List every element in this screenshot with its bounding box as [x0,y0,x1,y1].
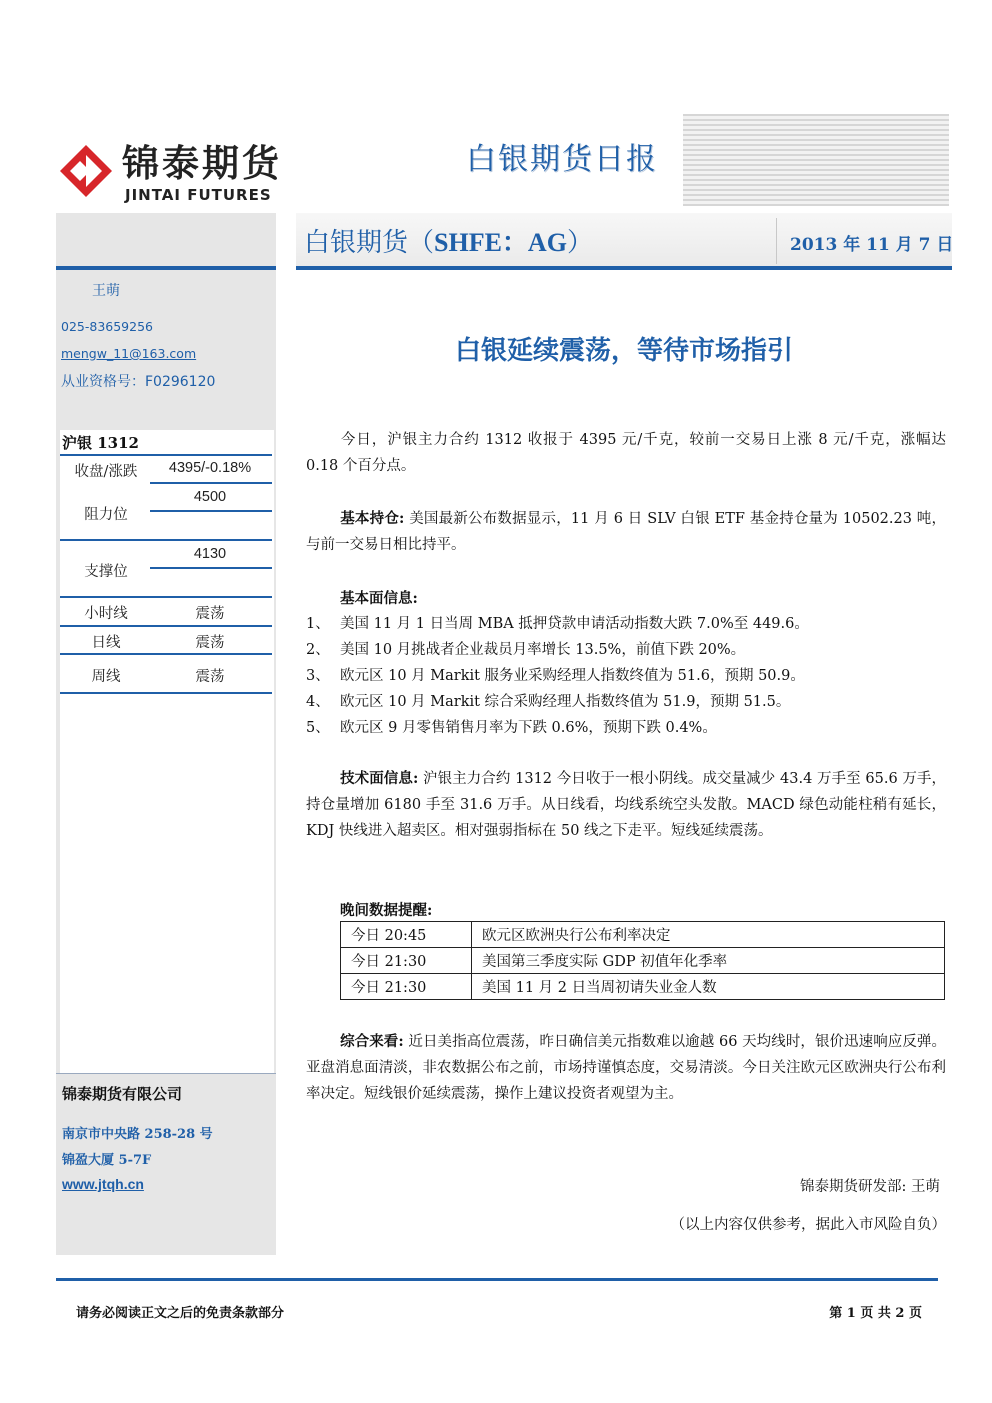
sidebar-divider [150,510,272,512]
company-name: 锦泰期货有限公司 [62,1085,183,1103]
intro-paragraph [306,427,946,479]
technical-text: 沪银主力合约 1312 今日收于一根小阴线。成交量减少 43.4 万手至 65.6 万手，持仓量增加 6180 手至 31.6 万手。从日线看，均线系统空头发散。MACD 绿色动能柱稍有延长，KDJ 快线进入超卖区。相对强弱指标在 50 线之下走平。短线延续震荡。 [306,771,947,839]
weekly-trend-label: 周线 [91,669,121,685]
logo-english-text: JINTAI FUTURES [125,186,272,204]
product-prefix: 白银期货（ [304,228,435,258]
list-item [306,637,946,663]
holdings-paragraph [306,506,946,558]
list-text: 美国 11 月 1 日当周 MBA 抵押贷款申请活动指数大跌 7.0%至 449.6。 [340,616,809,632]
sidebar-top-line [56,266,276,270]
support-value: 4130 [193,546,227,562]
market-summary-panel [60,430,274,1073]
resistance-value: 4500 [193,489,227,505]
company-address: 南京市中央路 258-28 号 [62,1127,213,1142]
footer-divider [56,1278,938,1281]
list-number: 5、 [306,720,330,736]
evening-data-table [340,921,945,1000]
product-code: SHFE：AG [434,228,567,257]
table-row [341,948,945,974]
list-text: 欧元区 9 月零售销售月率为下跌 0.6%，预期下跌 0.4%。 [340,720,717,736]
analyst-email-link[interactable]: mengw_11@163.com [61,346,197,361]
title-bar-underline [296,266,952,270]
list-number: 2、 [306,642,330,658]
list-item [306,611,946,637]
report-title: 白银期货日报 [466,142,658,177]
risk-note: （以上内容仅供参考，据此入市风险自负） [670,1217,946,1233]
event-time: 今日 21:30 [341,974,472,1000]
resistance-label: 阻力位 [84,507,128,523]
event-time: 今日 21:30 [341,948,472,974]
support-label: 支撑位 [84,564,128,580]
daily-trend-label: 日线 [91,635,121,651]
list-item [306,715,946,741]
summary-label: 综合来看: [340,1033,404,1050]
company-website-link[interactable]: www.jtqh.cn [62,1176,144,1192]
daily-trend-value: 震荡 [195,635,225,651]
list-item [306,663,946,689]
technical-label: 技术面信息: [340,770,419,787]
headline: 白银延续震荡，等待市场指引 [454,336,793,366]
summary-text: 近日美指高位震荡，昨日确信美元指数难以逾越 66 天均线时，银价迅速响应反弹。亚盘消息面清淡，非农数据公布之前，市场持谨慎态度，交易清淡。今日关注欧元区欧洲央行公布利率决定。短线银价延续震荡，操作上建议投资者观望为主。 [306,1034,946,1102]
sidebar-divider [150,482,272,484]
company-divider [56,1073,276,1074]
report-date: 2013 年 11 月 7 日 [790,235,954,255]
signature: 锦泰期货研发部: 王萌 [800,1179,940,1195]
intro-text: 今日，沪银主力合约 1312 收报于 4395 元/千克，较前一交易日上涨 8 元/千克，涨幅达 0.18 个百分点。 [306,432,946,474]
header-stripes [683,114,949,206]
sidebar-divider [60,653,272,655]
product-suffix: ） [566,228,593,258]
list-item [306,689,946,715]
list-number: 3、 [306,668,330,684]
sidebar-divider [60,692,272,694]
jintai-logo-icon [58,143,114,199]
analyst-license: 从业资格号：F0296120 [61,374,216,390]
sidebar-divider [60,596,272,598]
table-row [341,922,945,948]
sidebar-divider [60,454,272,456]
title-bar-divider [776,218,777,264]
close-change-label: 收盘/涨跌 [74,464,138,480]
weekly-trend-value: 震荡 [195,669,225,685]
hourly-trend-value: 震荡 [195,606,225,622]
sidebar-divider [60,539,272,541]
sidebar-divider [150,567,272,569]
list-text: 欧元区 10 月 Markit 服务业采购经理人指数终值为 51.6，预期 50.9。 [340,668,805,684]
fundamentals-heading: 基本面信息: [340,590,418,607]
close-change-value: 4395/-0.18% [168,460,252,476]
contract-label: 沪银 1312 [62,434,139,452]
analyst-name: 王萌 [92,283,120,299]
table-row [341,974,945,1000]
evening-data-heading: 晚间数据提醒: [340,902,433,919]
technical-paragraph [306,766,946,844]
page-number: 第 1 页 共 2 页 [829,1306,922,1321]
event-name: 美国 11 月 2 日当周初请失业金人数 [472,974,945,1000]
sidebar-divider [60,625,272,627]
list-number: 1、 [306,616,330,632]
event-name: 美国第三季度实际 GDP 初值年化季率 [472,948,945,974]
holdings-text: 美国最新公布数据显示，11 月 6 日 SLV 白银 ETF 基金持仓量为 10502.23 吨，与前一交易日相比持平。 [306,511,946,553]
product-title [304,222,593,259]
company-building: 锦盈大厦 5-7F [62,1153,152,1168]
logo-chinese-text: 锦泰期货 [122,142,282,185]
summary-paragraph [306,1029,946,1107]
analyst-phone: 025-83659256 [61,319,153,334]
hourly-trend-label: 小时线 [84,606,128,622]
list-number: 4、 [306,694,330,710]
event-time: 今日 20:45 [341,922,472,948]
list-text: 美国 10 月挑战者企业裁员月率增长 13.5%，前值下跌 20%。 [340,642,746,658]
event-name: 欧元区欧洲央行公布利率决定 [472,922,945,948]
holdings-label: 基本持仓: [340,510,405,527]
footer-disclaimer-link: 请务必阅读正文之后的免责条款部分 [76,1306,285,1321]
list-text: 欧元区 10 月 Markit 综合采购经理人指数终值为 51.9，预期 51.5。 [340,694,791,710]
